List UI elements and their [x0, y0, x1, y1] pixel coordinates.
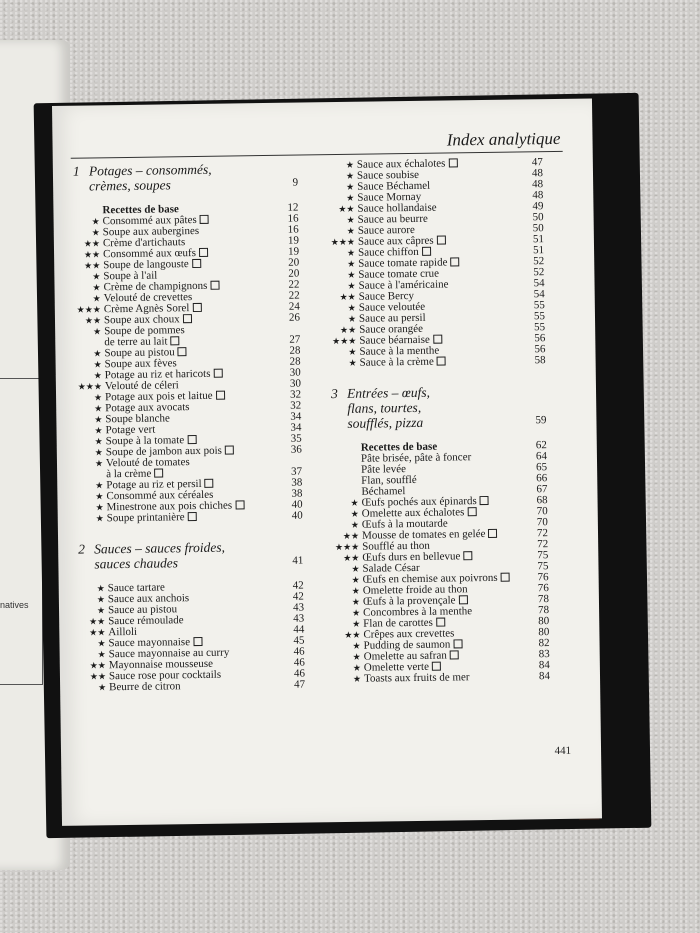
difficulty-stars-icon: ★	[352, 673, 362, 684]
entry-page: 50	[532, 211, 544, 224]
left-page-frame	[0, 378, 43, 685]
entry-page: 27	[289, 333, 301, 346]
checkbox-square-icon	[213, 369, 222, 378]
difficulty-stars-icon: ★★	[88, 616, 106, 627]
checkbox-square-icon	[225, 445, 234, 454]
entry-page: 51	[532, 244, 545, 257]
difficulty-stars-icon: ★	[347, 302, 356, 313]
entry-page: 70	[536, 505, 548, 518]
entry-page: 80	[538, 615, 550, 628]
difficulty-stars-icon: ★	[93, 392, 103, 403]
entry-text: Crème de champignons	[103, 279, 208, 294]
difficulty-stars-icon: ★	[352, 618, 361, 629]
section-title	[73, 161, 298, 194]
entry-text: Salade César	[362, 561, 420, 575]
entry-page: 80	[538, 626, 550, 639]
entry-page: 51	[532, 233, 544, 246]
entry-page: 19	[287, 245, 300, 258]
difficulty-stars-icon: ★	[97, 638, 106, 649]
section-page: 41	[292, 554, 304, 567]
difficulty-stars-icon: ★	[96, 605, 106, 616]
entry-page: 46	[293, 656, 305, 669]
entry-text: Crêpes aux crevettes	[363, 627, 455, 641]
index-column-left	[73, 155, 305, 694]
entry-text: Concombres à la menthe	[363, 605, 473, 619]
entry-page: 48	[531, 167, 544, 180]
entry-text: Omelette froide au thon	[362, 583, 468, 597]
checkbox-square-icon	[154, 468, 163, 477]
entry-text: Œufs pochés aux épinards	[361, 495, 477, 509]
entry-page: 82	[538, 637, 550, 650]
difficulty-stars-icon: ★	[92, 271, 101, 282]
entry-page: 34	[290, 410, 302, 423]
entry-page: 78	[537, 593, 550, 606]
checkbox-square-icon	[187, 435, 196, 444]
checkbox-square-icon	[178, 347, 187, 356]
difficulty-stars-icon: ★	[345, 159, 354, 170]
entry-page: 37	[291, 465, 303, 478]
entry-text: Beurre de citron	[109, 680, 181, 694]
entry-text: Sauce mayonnaise	[108, 636, 191, 650]
checkbox-square-icon	[436, 618, 445, 627]
entry-page: 52	[533, 266, 545, 279]
checkbox-square-icon	[453, 639, 462, 648]
section-page: 59	[535, 414, 547, 427]
entry-page: 26	[288, 311, 301, 324]
entry-text: Béchamel	[361, 485, 406, 498]
difficulty-stars-icon: ★★	[84, 315, 102, 326]
difficulty-stars-icon: ★★	[343, 552, 360, 563]
entry-text: Soupe printanière	[106, 511, 185, 525]
entry-text: Sauce veloutée	[358, 300, 426, 314]
entry-page: 66	[536, 472, 548, 485]
entry-page: 32	[290, 399, 302, 412]
difficulty-stars-icon: ★	[350, 497, 359, 508]
difficulty-stars-icon: ★	[351, 574, 360, 585]
entry-page: 47	[294, 678, 306, 691]
checkbox-square-icon	[458, 595, 467, 604]
difficulty-stars-icon: ★	[94, 447, 103, 458]
entry-text: Sauce à la crème	[359, 355, 434, 369]
difficulty-stars-icon: ★	[94, 414, 103, 425]
difficulty-stars-icon: ★	[97, 682, 107, 693]
difficulty-stars-icon: ★	[348, 357, 357, 368]
entry-text: Flan de carottes	[363, 616, 433, 630]
entry-page: 20	[288, 267, 300, 280]
difficulty-stars-icon: ★★	[338, 203, 355, 215]
entry-page: 76	[537, 571, 549, 584]
checkbox-square-icon	[488, 529, 497, 538]
index-entry	[80, 680, 305, 694]
difficulty-stars-icon: ★	[351, 563, 360, 574]
difficulty-stars-icon	[75, 337, 104, 348]
section-title-line: crèmes, soupes	[89, 177, 171, 194]
entry-text: Mayonnaise mousseuse	[108, 657, 214, 672]
difficulty-stars-icon: ★★	[342, 530, 360, 541]
difficulty-stars-icon: ★	[93, 326, 102, 337]
index-column-right	[328, 157, 550, 685]
entry-text: Omelette verte	[363, 660, 430, 674]
entry-page: 68	[536, 494, 548, 507]
difficulty-stars-icon: ★	[346, 214, 355, 225]
checkbox-square-icon	[467, 507, 476, 516]
difficulty-stars-icon: ★	[94, 425, 103, 436]
section-title-line: soufflés, pizza	[347, 414, 424, 431]
entry-page: 64	[535, 450, 548, 463]
difficulty-stars-icon: ★	[95, 480, 104, 491]
difficulty-stars-icon	[77, 469, 106, 480]
checkbox-square-icon	[432, 662, 441, 671]
entry-text: Sauce rose pour cocktails	[108, 668, 222, 683]
entry-page: 84	[538, 659, 550, 672]
section-number: 3	[330, 386, 338, 402]
entry-text: Potage aux pois et laitue	[104, 389, 213, 404]
difficulty-stars-icon: ★★	[89, 671, 107, 682]
entry-page: 75	[537, 549, 549, 562]
entry-text: Sauce rémoulade	[108, 614, 184, 628]
entry-page: 46	[293, 667, 306, 680]
entry-page: 84	[538, 670, 551, 683]
section-title-line: Sauces – sauces froides,	[94, 539, 226, 557]
entry-text: Sauce Bercy	[358, 289, 415, 303]
difficulty-stars-icon: ★	[348, 346, 357, 357]
entry-label	[109, 680, 279, 693]
checkbox-square-icon	[480, 496, 489, 505]
entry-page: 36	[290, 443, 302, 456]
entry-text: Potage au riz et persil	[106, 477, 202, 492]
difficulty-stars-icon: ★	[91, 216, 100, 227]
entry-text: Minestrone aux pois chiches	[106, 499, 233, 514]
entry-label	[360, 355, 520, 368]
entry-page: 56	[534, 343, 546, 356]
difficulty-stars-icon: ★	[347, 269, 356, 280]
entry-text: Soupe de jambon aux pois	[105, 444, 223, 459]
entry-page: 65	[536, 461, 548, 474]
entry-text: Sauce tomate rapide	[358, 256, 448, 270]
entry-text: Ailloli	[108, 625, 138, 639]
entry-text: Pâte levée	[361, 463, 407, 476]
difficulty-stars-icon	[73, 205, 102, 216]
entry-page: 32	[289, 388, 302, 401]
entry-page: 22	[288, 289, 300, 302]
entry-page: 28	[289, 355, 301, 368]
difficulty-stars-icon: ★★	[89, 660, 106, 671]
entry-text: Consommé aux céréales	[106, 488, 214, 503]
entry-text: Sauce soubise	[356, 168, 420, 182]
entry-text: Pudding de saumon	[363, 638, 451, 652]
entry-page: 62	[535, 439, 547, 452]
entry-page: 30	[289, 366, 301, 379]
left-page-fragment-text: natives	[0, 600, 29, 610]
difficulty-stars-icon: ★★	[83, 249, 101, 260]
difficulty-stars-icon: ★	[95, 502, 104, 513]
section-number: 2	[78, 541, 86, 557]
index-page	[52, 98, 602, 825]
difficulty-stars-icon: ★	[93, 370, 102, 381]
entry-text: Sauce aux anchois	[107, 592, 190, 606]
entry-text: Sauce chiffon	[357, 245, 419, 259]
entry-text: Velouté de céleri	[104, 379, 179, 393]
entry-text: Sauce hollandaise	[357, 201, 437, 215]
difficulty-stars-icon	[332, 476, 361, 487]
entry-page: 40	[291, 509, 303, 522]
entry-page: 46	[293, 645, 305, 658]
entry-page: 43	[293, 612, 305, 625]
difficulty-stars-icon: ★	[350, 519, 359, 530]
difficulty-stars-icon: ★	[93, 359, 102, 370]
checkbox-square-icon	[170, 336, 179, 345]
entry-text: Omelette aux échalotes	[361, 506, 465, 520]
entry-page: 16	[287, 212, 299, 225]
entry-page: 28	[289, 344, 301, 357]
entry-page: 72	[537, 538, 549, 551]
entry-text: Soupe aux choux	[103, 313, 180, 327]
entry-page: 78	[538, 604, 550, 617]
entry-label	[364, 671, 524, 684]
difficulty-stars-icon: ★★	[84, 260, 101, 271]
difficulty-stars-icon: ★	[93, 348, 102, 359]
checkbox-square-icon	[437, 357, 446, 366]
checkbox-square-icon	[200, 215, 209, 224]
entry-page: 34	[290, 421, 302, 434]
checkbox-square-icon	[235, 500, 244, 509]
checkbox-square-icon	[192, 303, 201, 312]
entry-page: 76	[537, 582, 549, 595]
section-title-line: flans, tourtes,	[347, 399, 422, 416]
section-title-line: Potages – consommés,	[88, 161, 212, 179]
difficulty-stars-icon: ★★	[344, 629, 361, 640]
entry-text: Consommé aux pâtes	[102, 213, 197, 228]
checkbox-square-icon	[450, 650, 459, 659]
difficulty-stars-icon: ★★★	[330, 236, 355, 248]
difficulty-stars-icon: ★	[94, 403, 103, 414]
entry-page: 72	[536, 527, 549, 540]
checkbox-square-icon	[437, 236, 446, 245]
entry-page: 22	[288, 278, 300, 291]
checkbox-square-icon	[210, 281, 219, 290]
entry-text: Œufs à la provençale	[362, 594, 456, 608]
checkbox-square-icon	[199, 248, 208, 257]
difficulty-stars-icon: ★★	[339, 324, 357, 336]
difficulty-stars-icon	[332, 454, 361, 465]
entry-text: Soufflé au thon	[362, 539, 430, 553]
difficulty-stars-icon: ★★★	[76, 304, 101, 315]
entry-text: de terre au lait	[104, 335, 168, 349]
entry-page: 55	[533, 299, 545, 312]
difficulty-stars-icon: ★	[352, 651, 361, 662]
section-title-line: Entrées – œufs,	[346, 384, 431, 401]
entry-text: Sauce orangée	[359, 322, 424, 336]
checkbox-square-icon	[450, 257, 459, 266]
entry-text: Potage aux avocats	[105, 401, 190, 415]
difficulty-stars-icon: ★	[351, 607, 361, 618]
entry-text: Recettes de base	[102, 203, 179, 217]
entry-page: 44	[293, 623, 305, 636]
difficulty-stars-icon: ★	[95, 513, 104, 524]
entry-text: Sauce au persil	[358, 311, 426, 325]
entry-text: Sauce à l'américaine	[358, 278, 449, 292]
difficulty-stars-icon: ★	[347, 280, 356, 291]
entry-text: Velouté de crevettes	[103, 291, 193, 305]
difficulty-stars-icon: ★	[96, 594, 105, 605]
entry-text: Pâte brisée, pâte à foncer	[360, 451, 472, 465]
entry-text: Œufs durs en bellevue	[362, 550, 461, 564]
difficulty-stars-icon: ★	[346, 181, 355, 192]
entry-page: 83	[538, 648, 550, 661]
entry-text: Soupe aux fèves	[104, 357, 177, 371]
entry-page: 40	[291, 498, 303, 511]
entry-page: 58	[534, 354, 546, 367]
entry-page: 16	[287, 223, 299, 236]
entry-page: 49	[532, 200, 544, 213]
difficulty-stars-icon: ★	[347, 313, 357, 324]
entry-page: 38	[291, 487, 303, 500]
difficulty-stars-icon: ★	[95, 491, 104, 502]
entry-text: Sauce mayonnaise au curry	[108, 646, 230, 661]
difficulty-stars-icon: ★	[94, 436, 103, 447]
checkbox-square-icon	[205, 479, 214, 488]
checkbox-square-icon	[463, 551, 472, 560]
entry-text: Sauce aurore	[357, 223, 415, 237]
checkbox-square-icon	[448, 158, 457, 167]
entry-text: Recettes de base	[360, 440, 438, 454]
section-title	[331, 383, 547, 431]
difficulty-stars-icon: ★	[97, 649, 106, 660]
section-page: 9	[292, 176, 299, 189]
entry-page: 30	[289, 377, 301, 390]
entry-page: 42	[292, 590, 304, 603]
difficulty-stars-icon: ★	[352, 662, 361, 673]
section-title	[78, 539, 303, 572]
difficulty-stars-icon: ★★★	[332, 335, 357, 347]
entry-text: Sauce Béchamel	[357, 179, 431, 193]
difficulty-stars-icon: ★	[92, 282, 101, 293]
difficulty-stars-icon	[332, 487, 361, 498]
difficulty-stars-icon: ★	[352, 640, 361, 651]
entry-text: Sauce au pistou	[107, 603, 178, 617]
entry-text: Omelette au safran	[363, 649, 447, 663]
entry-text: Velouté de tomates	[105, 456, 190, 470]
entry-page: 54	[533, 288, 545, 301]
entry-page: 55	[533, 310, 546, 323]
difficulty-stars-icon: ★	[94, 458, 104, 469]
checkbox-square-icon	[183, 314, 192, 323]
entry-page: 47	[531, 156, 543, 169]
entry-text: Sauce aux câpres	[357, 234, 434, 248]
difficulty-stars-icon: ★	[347, 258, 356, 269]
entry-page: 75	[537, 560, 549, 573]
entry-text: à la crème	[106, 467, 152, 481]
checkbox-square-icon	[422, 247, 431, 256]
difficulty-stars-icon: ★	[91, 227, 100, 238]
entry-text: Sauce à la menthe	[359, 344, 440, 358]
difficulty-stars-icon: ★	[96, 583, 105, 594]
entry-text: Soupe de langouste	[103, 258, 189, 272]
entry-text: Sauce aux échalotes	[356, 157, 446, 171]
entry-page: 50	[532, 222, 544, 235]
entry-text: Toasts aux fruits de mer	[363, 671, 470, 685]
difficulty-stars-icon: ★★★	[77, 381, 102, 392]
section-title-line: sauces chaudes	[94, 555, 179, 572]
section-number: 1	[72, 163, 80, 179]
difficulty-stars-icon: ★	[346, 247, 356, 258]
entry-page: 24	[288, 300, 300, 313]
page-header-title: Index analytique	[446, 128, 561, 150]
checkbox-square-icon	[433, 335, 442, 344]
entry-page: 43	[292, 601, 305, 614]
entry-text: Sauce Mornay	[357, 190, 422, 204]
entry-text: Potage au riz et haricots	[104, 367, 211, 382]
entry-page: 38	[291, 476, 303, 489]
entry-page: 48	[532, 189, 544, 202]
difficulty-stars-icon: ★★	[83, 238, 100, 249]
entry-page: 67	[536, 483, 548, 496]
difficulty-stars-icon: ★★★	[334, 541, 360, 553]
entry-page: 35	[290, 432, 302, 445]
entry-page: 54	[533, 277, 545, 290]
difficulty-stars-icon: ★★	[339, 291, 356, 303]
checkbox-square-icon	[501, 573, 510, 582]
entry-text: Consommé aux œufs	[102, 247, 197, 261]
difficulty-stars-icon: ★	[350, 508, 359, 519]
entry-page: 48	[532, 178, 544, 191]
entry-text: Soupe blanche	[105, 412, 170, 426]
difficulty-stars-icon	[332, 465, 361, 476]
checkbox-square-icon	[192, 259, 201, 268]
entry-page: 19	[287, 234, 299, 247]
entry-text: Soupe de pommes	[104, 324, 185, 338]
difficulty-stars-icon: ★	[92, 293, 101, 304]
entry-page: 56	[534, 332, 546, 345]
difficulty-stars-icon: ★	[346, 225, 355, 236]
entry-text: Œufs à la moutarde	[361, 517, 448, 531]
entry-page: 52	[533, 255, 545, 268]
entry-text: Mousse de tomates en gelée	[361, 527, 486, 542]
entry-text: Crème Agnès Sorel	[103, 302, 190, 316]
checkbox-square-icon	[188, 512, 197, 521]
checkbox-square-icon	[216, 391, 225, 400]
difficulty-stars-icon	[332, 443, 361, 454]
entry-text: Sauce tomate crue	[358, 267, 440, 281]
entry-page: 55	[534, 321, 546, 334]
difficulty-stars-icon: ★	[351, 585, 360, 596]
entry-page: 20	[288, 256, 300, 269]
entry-text: Crème d'artichauts	[102, 236, 186, 250]
entry-page: 12	[287, 201, 299, 214]
entry-page: 42	[292, 579, 304, 592]
page-number: 441	[554, 744, 572, 758]
entry-text: Soupe aux aubergines	[102, 224, 200, 239]
checkbox-square-icon	[193, 637, 202, 646]
entry-page: 70	[536, 516, 548, 529]
entry-text: Sauce béarnaise	[359, 333, 430, 347]
entry-text: Potage vert	[105, 423, 156, 437]
entry-text: Sauce tartare	[107, 581, 165, 595]
difficulty-stars-icon: ★★	[89, 627, 106, 638]
entry-page: 45	[293, 634, 305, 647]
difficulty-stars-icon: ★	[351, 596, 361, 607]
entry-text: Soupe au pistou	[104, 346, 175, 360]
difficulty-stars-icon: ★	[345, 170, 355, 181]
index-entry	[335, 671, 550, 685]
entry-text: Œufs en chemise aux poivrons	[362, 571, 498, 586]
difficulty-stars-icon: ★	[346, 192, 355, 203]
entry-text: Soupe à la tomate	[105, 434, 185, 448]
entry-text: Soupe à l'ail	[103, 269, 158, 283]
entry-text: Flan, soufflé	[361, 473, 417, 487]
entry-text: Sauce au beurre	[357, 212, 428, 226]
